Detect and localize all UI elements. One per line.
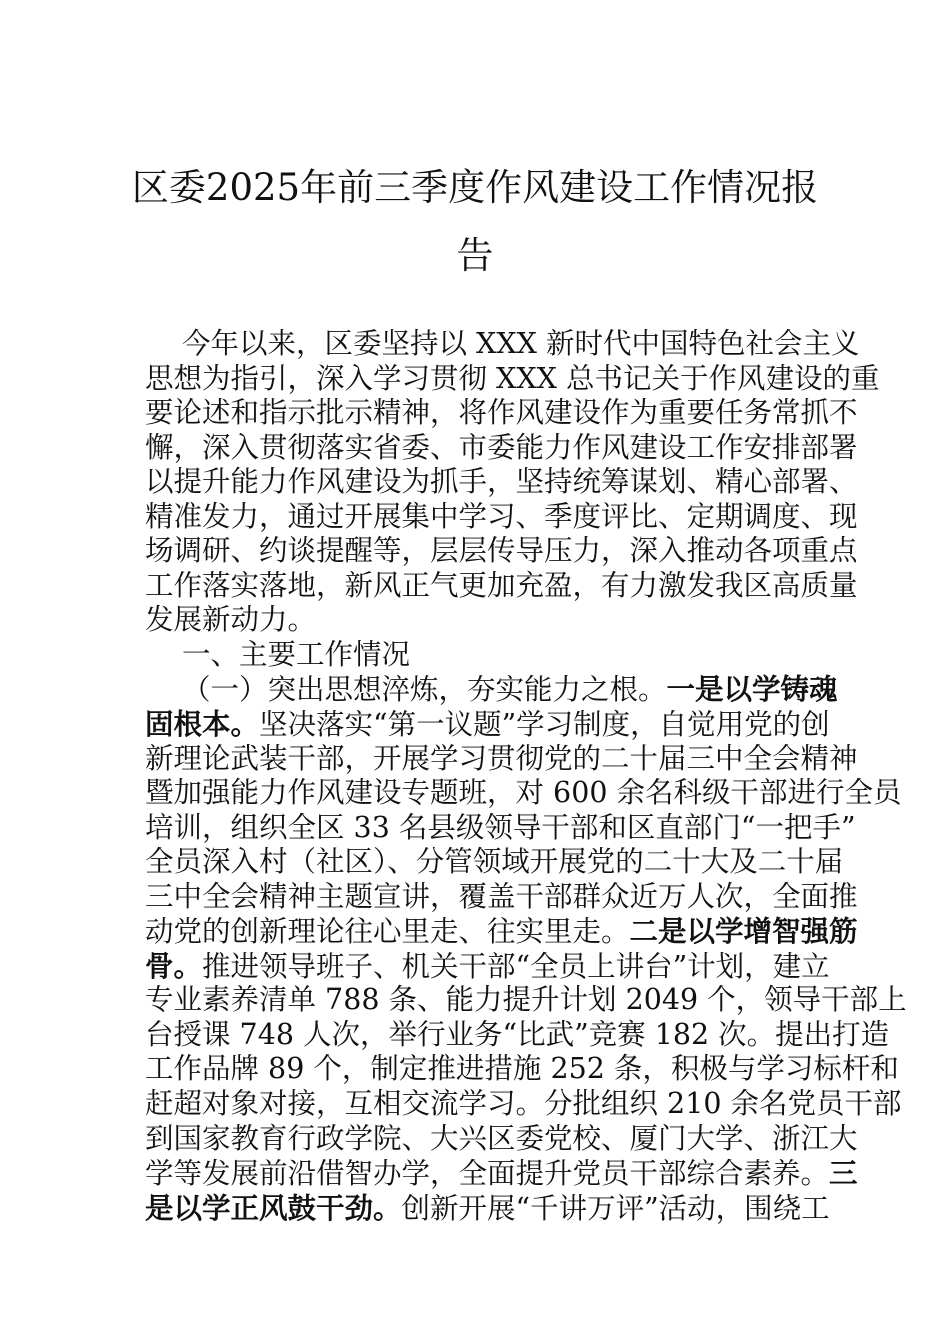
text-line [145,1017,890,1053]
text-line [145,707,830,742]
text-line [145,879,858,915]
text-line [145,741,858,777]
bold-text: 骨。 [145,948,203,983]
text-line [145,1121,858,1157]
text-line [145,1156,858,1191]
document-title-line-2: 告 [456,234,494,277]
text-run: 一、主要工作情况 [182,637,411,671]
text-run: 场调研、约谈提醒等，层层传导压力，深入推动各项重点 [145,534,858,568]
text-run: 赶超对象对接，互相交流学习。分批组织 210 余名党员干部 [145,1087,902,1121]
text-line [145,534,858,569]
text-run: 精准发力，通过开展集中学习、季度评比、定期调度、现 [145,499,858,533]
text-run: （一）突出思想淬炼，夯实能力之根。 [182,673,667,707]
text-line [145,603,806,638]
text-run: 今年以来，区委坚持以 XXX 新时代中国特色社会主义 [182,327,860,360]
text-run: 推进领导班子、机关干部“全员上讲台”计划，建立 [202,949,830,983]
text-run: 工作品牌 89 个，制定推进措施 252 条，积极与学习标杆和 [145,1052,899,1086]
bold-text: 固根本。 [145,707,260,742]
text-line [145,430,858,466]
text-line [145,810,856,846]
text-run: 懈，深入贯彻落实省委、市委能力作风建设工作安排部署 [145,430,858,464]
bold-text: 三 [829,1156,858,1191]
text-line [145,1052,899,1087]
text-run: 以提升能力作风建设为抓手，坚持统筹谋划、精心部署、 [145,465,858,499]
bold-text: 二是以学增智强筋 [629,914,858,949]
paragraph [145,672,907,1225]
text-line [145,1190,830,1226]
text-run: 全员深入村（社区）、分管领域开展党的二十大及二十届 [145,845,844,879]
text-run: 动党的创新理论往心里走、往实里走。 [145,915,630,949]
text-line [145,983,907,1018]
bold-text: 是以学正风鼓干劲。 [145,1190,402,1225]
text-run: 要论述和指示批示精神，将作风建设作为重要任务常抓不 [145,396,858,430]
text-run: 暨加强能力作风建设专题班，对 600 余名科级干部进行全员 [145,776,902,810]
text-line [145,465,858,500]
text-line [145,327,860,362]
text-line [145,361,880,397]
document-title-line-1: 区委2025年前三季度作风建设工作情况报 [131,166,819,209]
text-line [145,914,858,949]
text-line [145,1087,902,1122]
text-run: 创新开展“千讲万评”活动，围绕工 [401,1191,830,1225]
text-line [145,948,830,984]
text-run: 思想为指引，深入学习贯彻 XXX 总书记关于作风建设的重 [145,361,880,395]
section-heading [145,638,806,673]
document-body [145,327,907,1225]
bold-text: 一是以学铸魂 [666,672,838,707]
text-line [145,396,858,431]
text-run: 台授课 748 人次，举行业务“比武”竞赛 182 次。提出打造 [145,1017,890,1051]
text-line [145,568,858,604]
text-run: 培训，组织全区 33 名县级领导干部和区直部门“一把手” [145,810,856,844]
text-line [145,499,858,535]
text-run: 发展新动力。 [145,603,317,637]
text-line [145,672,838,707]
text-line [145,638,806,673]
text-line [145,776,902,811]
text-run: 三中全会精神主题宣讲，覆盖干部群众近万人次，全面推 [145,879,858,913]
text-line [145,845,844,880]
text-run: 专业素养清单 788 条、能力提升计划 2049 个，领导干部上 [145,983,907,1017]
text-run: 坚决落实“第一议题”学习制度，自觉用党的创 [259,708,830,742]
paragraph [145,327,880,638]
text-run: 新理论武装干部，开展学习贯彻党的二十届三中全会精神 [145,741,858,775]
text-run: 到国家教育行政学院、大兴区委党校、厦门大学、浙江大 [145,1121,858,1155]
text-run: 学等发展前沿借智办学，全面提升党员干部综合素养。 [145,1157,830,1191]
text-run: 工作落实落地，新风正气更加充盈，有力激发我区高质量 [145,568,858,602]
